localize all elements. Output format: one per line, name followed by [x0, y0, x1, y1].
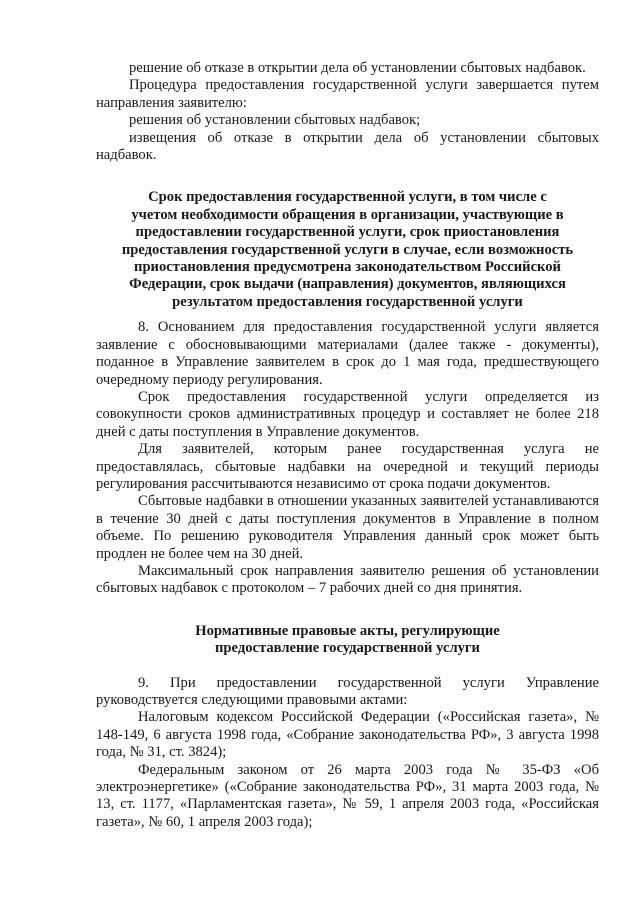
heading-line: предоставлении государственной услуги, срок приостановления [135, 224, 560, 241]
heading-line: Федерации, срок выдачи (направления) документов, являющихся [129, 276, 566, 293]
paragraph-8-max-term: Максимальный срок направления заявителю решения об установлении сбытовых надбавок с протоколом – 7 рабочих дней со дня принятия. [96, 562, 599, 597]
heading-line: результатом предоставления государственной услуги [172, 293, 523, 310]
heading-line: приостановления предусмотрена законодательством Российской [134, 259, 561, 276]
paragraph-notice-item: извещения об отказе в открытии дела об установлении сбытовых надбавок. [96, 129, 599, 164]
paragraph-9-intro: 9. При предоставлении государственной услуги Управление руководствуется следующими правовыми актами: [96, 674, 599, 708]
paragraph-procedure-completion: Процедура предоставления государственной услуги завершается путем направления заявителю: [96, 77, 599, 111]
paragraph-9-tax-code: Налоговым кодексом Российской Федерации («Российская газета», № 148-149, 6 августа 1998 года, «Собрание законодательства РФ», 3 августа 1998 года, № 31, ст. 3824); [96, 709, 599, 761]
heading-line: Срок предоставления государственной услуги, в том числе с [148, 189, 547, 206]
paragraph-8-basis: 8. Основанием для предоставления государственной услуги является заявление с обосновывающими материалами (далее также - документы), поданное в Управление заявителем в срок до 1 мая года, предшествующего очередному периоду регулирования. [96, 319, 599, 388]
paragraph-9-federal-law: Федеральным законом от 26 марта 2003 года № 35-ФЗ «Об электроэнергетике» («Собрание законодательства РФ», 31 марта 2003 года, № 13, ст. 1177, «Парламентская газета», № 59, 1 апреля 2003 года, «Российская газета», № 60, 1 апреля 2003 года); [96, 761, 599, 830]
paragraph-decision-item: решения об установлении сбытовых надбавок; [129, 112, 421, 129]
paragraph-8-new-applicants: Для заявителей, которым ранее государственная услуга не предоставлялась, сбытовые надбавки на очередной и текущий периоды регулирования рассчитываются независимо от срока подачи документов. [96, 441, 599, 492]
heading-line: Нормативные правовые акты, регулирующие [195, 622, 500, 639]
paragraph-refusal-decision: решение об отказе в открытии дела об установлении сбытовых надбавок. [129, 60, 586, 76]
heading-line: предоставление государственной услуги [215, 640, 480, 657]
paragraph-8-markup-deadline: Сбытовые надбавки в отношении указанных заявителей устанавливаются в течение 30 дней с даты поступления документов в Управление в полном объеме. По решению руководителя Управления данный срок может быть продлен не более чем на 30 дней. [96, 493, 599, 562]
heading-line: предоставления государственной услуги в случае, если возможность [121, 241, 574, 258]
heading-line: учетом необходимости обращения в организации, участвующие в [131, 206, 564, 223]
paragraph-8-term: Срок предоставления государственной услуги определяется из совокупности сроков административных процедур и составляет не более 218 дней с даты поступления в Управление документов. [96, 388, 599, 440]
heading-service-term [96, 189, 599, 311]
heading-legal-acts [96, 623, 599, 658]
